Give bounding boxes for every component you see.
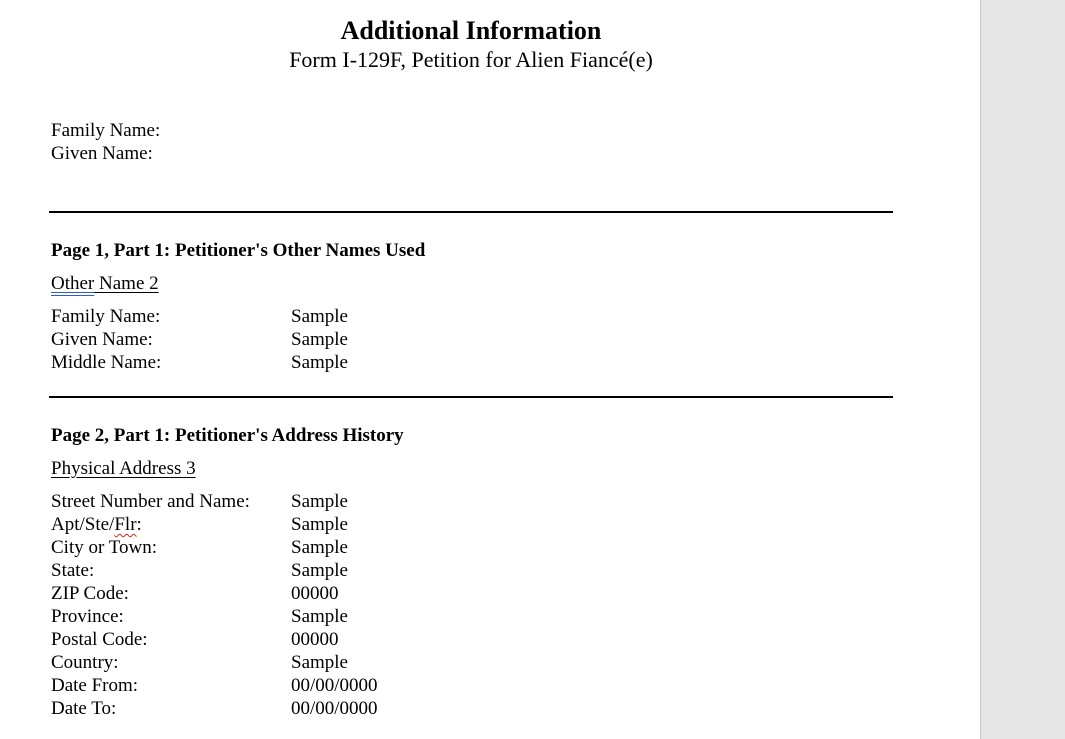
field-row-family-name bbox=[0, 305, 900, 328]
field-row-city bbox=[0, 536, 900, 559]
header-field-given-name bbox=[0, 142, 900, 165]
field-value: 00/00/0000 bbox=[291, 675, 378, 696]
label-suffix: : bbox=[136, 514, 142, 535]
field-value: 00000 bbox=[291, 629, 339, 650]
field-label: Family Name: bbox=[51, 120, 161, 141]
field-value: 00000 bbox=[291, 583, 339, 604]
field-label bbox=[51, 513, 142, 536]
field-value: Sample bbox=[291, 652, 348, 673]
field-row-apt-ste-flr bbox=[0, 513, 900, 536]
grammar-flagged-word[interactable]: Other bbox=[51, 273, 95, 294]
field-label: Street Number and Name: bbox=[51, 491, 250, 512]
spelling-flagged-word[interactable]: Flr bbox=[114, 514, 137, 535]
field-value: Sample bbox=[291, 560, 348, 581]
field-value: Sample bbox=[291, 329, 348, 350]
subheading-rest: Name 2 bbox=[94, 273, 159, 294]
section-heading-address-history: Page 2, Part 1: Petitioner's Address History bbox=[51, 425, 404, 446]
field-row-given-name bbox=[0, 328, 900, 351]
field-label: Postal Code: bbox=[51, 629, 148, 650]
field-value: Sample bbox=[291, 306, 348, 327]
field-label: Province: bbox=[51, 606, 124, 627]
field-row-zip bbox=[0, 582, 900, 605]
subheading-physical-address-3: Physical Address 3 bbox=[51, 458, 196, 479]
field-row-date-to bbox=[0, 697, 900, 720]
section-divider bbox=[49, 396, 893, 398]
field-label: Given Name: bbox=[51, 329, 153, 350]
field-value: Sample bbox=[291, 491, 348, 512]
field-label: Date To: bbox=[51, 698, 117, 719]
subheading-other-name-2 bbox=[51, 272, 159, 295]
document-subtitle: Form I-129F, Petition for Alien Fiancé(e) bbox=[289, 47, 653, 72]
field-label: Given Name: bbox=[51, 143, 153, 164]
field-label: Country: bbox=[51, 652, 119, 673]
header-field-family-name bbox=[0, 119, 900, 142]
section-heading-other-names: Page 1, Part 1: Petitioner's Other Names Used bbox=[51, 240, 426, 261]
field-label: ZIP Code: bbox=[51, 583, 129, 604]
field-row-country bbox=[0, 651, 900, 674]
field-value: Sample bbox=[291, 537, 348, 558]
field-row-postal-code bbox=[0, 628, 900, 651]
field-row-street bbox=[0, 490, 900, 513]
field-row-middle-name bbox=[0, 351, 900, 374]
label-prefix: Apt/Ste/ bbox=[51, 514, 115, 535]
field-row-province bbox=[0, 605, 900, 628]
field-value: Sample bbox=[291, 514, 348, 535]
field-value: Sample bbox=[291, 606, 348, 627]
section-divider bbox=[49, 211, 893, 213]
field-row-state bbox=[0, 559, 900, 582]
field-label: Date From: bbox=[51, 675, 139, 696]
field-value: Sample bbox=[291, 352, 348, 373]
field-value: 00/00/0000 bbox=[291, 698, 378, 719]
field-label: City or Town: bbox=[51, 537, 157, 558]
field-row-date-from bbox=[0, 674, 900, 697]
field-label: Family Name: bbox=[51, 306, 161, 327]
document-canvas-background bbox=[981, 0, 1065, 739]
field-label: State: bbox=[51, 560, 95, 581]
field-label: Middle Name: bbox=[51, 352, 162, 373]
document-title: Additional Information bbox=[340, 16, 602, 45]
